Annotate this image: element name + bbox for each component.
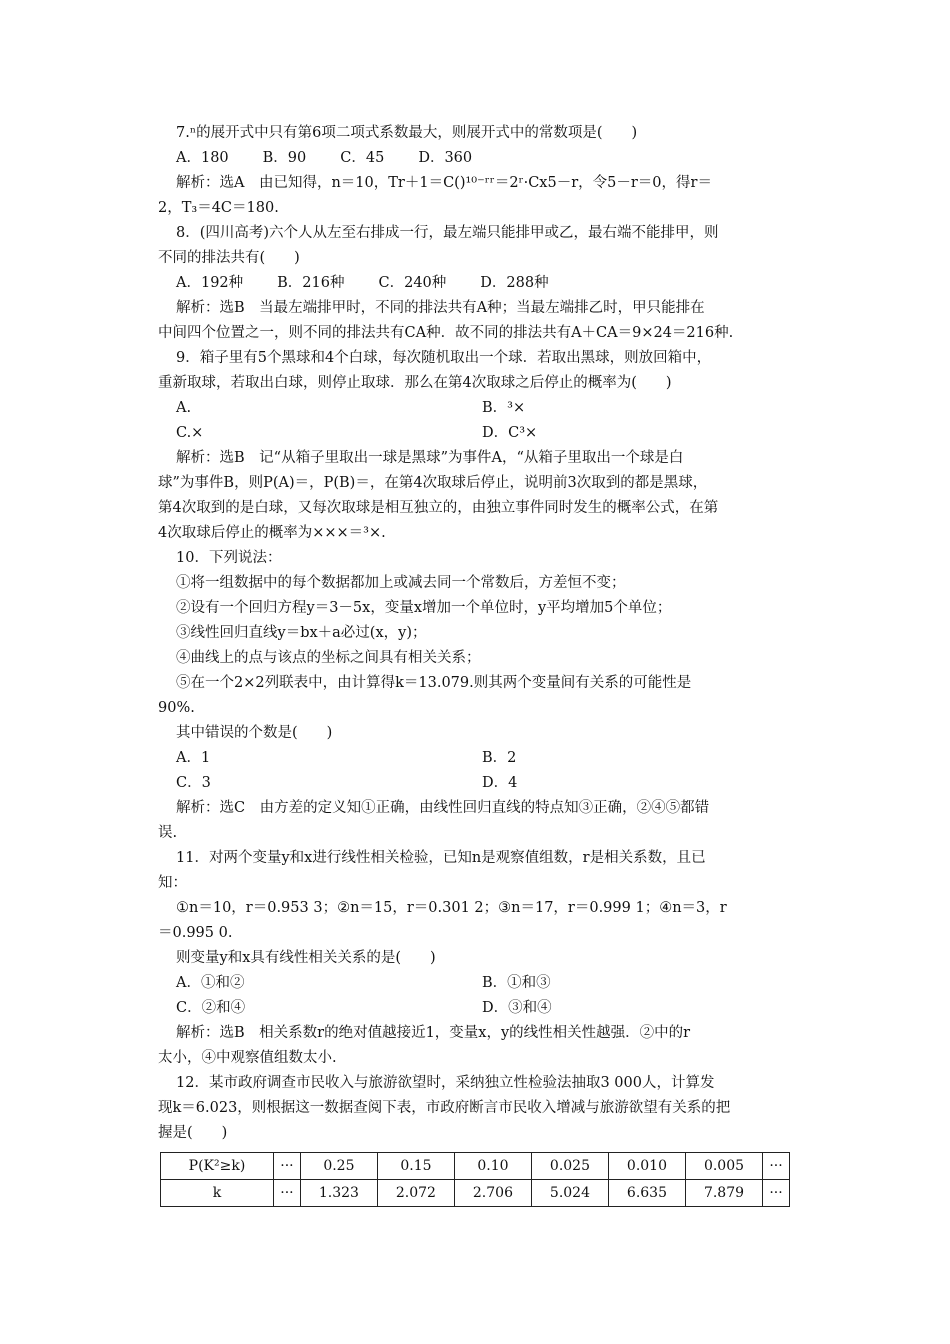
q10-option-c: C．3	[176, 775, 211, 791]
q9-option-a: A.	[176, 400, 192, 416]
q9-stem-line1: 9．箱子里有5个黑球和4个白球，每次随机取出一个球．若取出黑球，则放回箱中，	[176, 350, 712, 366]
q10-item-3: ③线性回归直线y＝bx＋a必过(x，y)；	[176, 625, 427, 641]
q11-stem-line2: 知：	[158, 875, 187, 891]
table-cell: ···	[763, 1153, 790, 1180]
q8-stem-line1: 8．(四川高考)六个人从左至右排成一行，最左端只能排甲或乙，最右端不能排甲，则	[176, 225, 719, 241]
q8-solution-line1: 解析：选B 当最左端排甲时，不同的排法共有A种；当最左端排乙时，甲只能排在	[176, 300, 705, 316]
q10-option-b: B．2	[482, 750, 517, 766]
q8-option-b: B．216种	[277, 275, 345, 291]
table-cell: 2.706	[454, 1180, 531, 1207]
q7-options	[176, 149, 506, 167]
table-cell: 0.10	[454, 1153, 531, 1180]
table-row	[161, 1180, 790, 1207]
q7-stem: 7.ⁿ的展开式中只有第6项二项式系数最大，则展开式中的常数项是( )	[176, 125, 638, 141]
q9-solution-line4: 4次取球后停止的概率为×××＝³×.	[158, 525, 386, 541]
table-cell: 5.024	[531, 1180, 608, 1207]
q11-stem-line1: 11．对两个变量y和x进行线性相关检验，已知n是观察值组数，r是相关系数，且已	[176, 850, 706, 866]
table-cell: P(K²≥k)	[161, 1153, 274, 1180]
q11-solution-line1: 解析：选B 相关系数r的绝对值越接近1，变量x，y的线性相关性越强．②中的r	[176, 1025, 691, 1041]
table-cell: 2.072	[377, 1180, 454, 1207]
table-cell: ···	[763, 1180, 790, 1207]
q7-option-d: D．360	[418, 150, 473, 166]
table-cell: 6.635	[608, 1180, 685, 1207]
q10-item-4: ④曲线上的点与该点的坐标之间具有相关关系；	[176, 650, 481, 666]
q8-options	[176, 274, 583, 292]
q11-option-c: C．②和④	[176, 1000, 246, 1016]
q11-solution-line2: 太小，④中观察值组数太小.	[158, 1050, 337, 1066]
q9-stem-line2: 重新取球，若取出白球，则停止取球．那么在第4次取球之后停止的概率为( )	[158, 375, 672, 391]
table-cell: 0.15	[377, 1153, 454, 1180]
table-cell: 0.025	[531, 1153, 608, 1180]
q10-stem: 10．下列说法：	[176, 550, 282, 566]
q10-item-5-cont: 90%.	[158, 700, 195, 716]
q11-question: 则变量y和x具有线性相关关系的是( )	[176, 950, 436, 966]
q9-solution-line1: 解析：选B 记“从箱子里取出一球是黑球”为事件A，“从箱子里取出一个球是白	[176, 450, 684, 466]
q11-option-a: A．①和②	[176, 975, 245, 991]
table-row	[161, 1153, 790, 1180]
table-cell: 0.25	[300, 1153, 377, 1180]
q7-option-c: C．45	[340, 150, 385, 166]
q8-option-c: C．240种	[378, 275, 447, 291]
q10-question: 其中错误的个数是( )	[176, 725, 333, 741]
table-cell: k	[161, 1180, 274, 1207]
q10-solution-line2: 误.	[158, 825, 178, 841]
q9-solution-line2: 球”为事件B，则P(A)＝，P(B)＝，在第4次取球后停止，说明前3次取到的都是黑球，	[158, 475, 708, 491]
table-cell: 0.010	[608, 1153, 685, 1180]
q8-option-d: D．288种	[480, 275, 549, 291]
q10-item-2: ②设有一个回归方程y＝3－5x，变量x增加一个单位时，y平均增加5个单位；	[176, 600, 672, 616]
q10-option-d: D．4	[482, 775, 518, 791]
q9-option-b: B．³×	[482, 400, 526, 416]
table-cell: 1.323	[300, 1180, 377, 1207]
q10-item-5: ⑤在一个2×2列联表中，由计算得k＝13.079.则其两个变量间有关系的可能性是	[176, 675, 692, 691]
table-cell: 7.879	[685, 1180, 762, 1207]
q8-solution-line2: 中间四个位置之一，则不同的排法共有CA种．故不同的排法共有A＋CA＝9×24＝216种.	[158, 325, 734, 341]
q7-option-b: B．90	[262, 150, 307, 166]
q7-solution-line2: 2，T₃＝4C＝180.	[158, 200, 279, 216]
table-cell: 0.005	[685, 1153, 762, 1180]
q10-option-a: A．1	[176, 750, 211, 766]
q11-data-line1: ①n＝10，r＝0.953 3；②n＝15，r＝0.301 2；③n＝17，r＝0.999 1；④n＝3，r	[176, 900, 727, 916]
table-cell: ···	[274, 1153, 301, 1180]
q12-stem-line3: 握是( )	[158, 1125, 228, 1141]
q10-solution-line1: 解析：选C 由方差的定义知①正确，由线性回归直线的特点知③正确，②④⑤都错	[176, 800, 710, 816]
q12-stem-line1: 12．某市政府调查市民收入与旅游欲望时，采纳独立性检验法抽取3 000人，计算发	[176, 1075, 715, 1091]
q10-item-1: ①将一组数据中的每个数据都加上或减去同一个常数后，方差恒不变；	[176, 575, 626, 591]
q11-option-b: B．①和③	[482, 975, 551, 991]
q11-data-line2: ＝0.995 0.	[158, 925, 233, 941]
q9-option-d: D．C³×	[482, 425, 538, 441]
q11-option-d: D．③和④	[482, 1000, 552, 1016]
q12-stem-line2: 现k＝6.023，则根据这一数据查阅下表，市政府断言市民收入增减与旅游欲望有关系的把	[158, 1100, 731, 1116]
table-cell: ···	[274, 1180, 301, 1207]
q9-option-c: C.×	[176, 425, 204, 441]
q9-solution-line3: 第4次取到的是白球，又每次取球是相互独立的，由独立事件同时发生的概率公式，在第	[158, 500, 719, 516]
q8-option-a: A．192种	[176, 275, 244, 291]
critical-value-table	[160, 1152, 790, 1207]
q7-solution-line1: 解析：选A 由已知得，n＝10，Tr＋1＝C()¹⁰⁻ʳʳ＝2ʳ·Cx5－r，令5－r＝0，得r＝	[176, 175, 712, 191]
q7-option-a: A．180	[176, 150, 229, 166]
q8-stem-line2: 不同的排法共有( )	[158, 250, 300, 266]
